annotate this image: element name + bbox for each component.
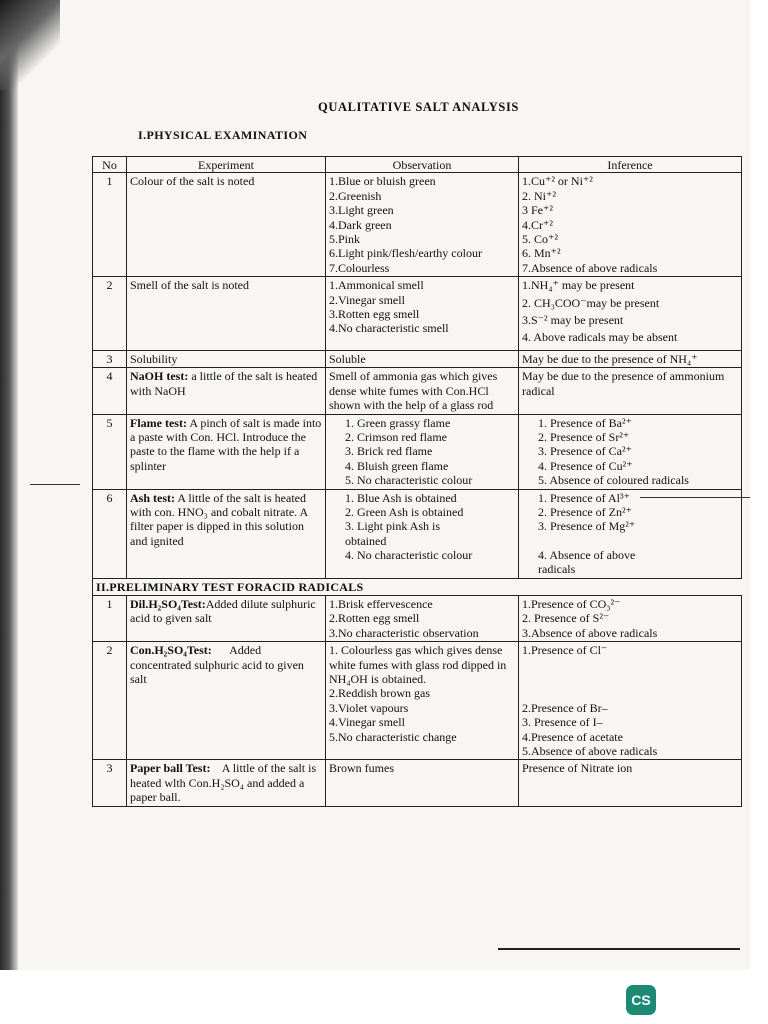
observation-line: 2.Greenish bbox=[329, 188, 382, 203]
inference-cell bbox=[519, 173, 742, 277]
experiment-cell bbox=[127, 595, 326, 641]
inference-line: 6. Mn⁺² bbox=[522, 246, 561, 261]
row-number: 1 bbox=[93, 173, 127, 277]
table-row bbox=[93, 760, 742, 806]
inference-line: 1.Presence of Cl⁻ bbox=[522, 643, 608, 658]
section-heading-physical: I.PHYSICAL EXAMINATION bbox=[138, 128, 308, 142]
inference-cell bbox=[519, 277, 742, 351]
table-row bbox=[93, 489, 742, 578]
inference-line: 4. Above radicals may be absent bbox=[522, 330, 678, 345]
observation-line: 5. No characteristic colour bbox=[345, 473, 473, 488]
table-header-row bbox=[93, 157, 742, 173]
inference-line: 3. Presence of I– bbox=[522, 715, 603, 730]
observation-line: 3.Rotten egg smell bbox=[329, 307, 420, 322]
observation-line: 6.Light pink/flesh/earthy colour bbox=[329, 246, 482, 261]
inference-cell bbox=[519, 595, 742, 641]
observation-line: 3. Light pink Ash is bbox=[345, 519, 441, 534]
inference-line: May be due to the presence of ammonium radical bbox=[522, 369, 725, 398]
header-observation: Observation bbox=[326, 157, 519, 173]
inference-line: 1.NH₄⁺ may be present bbox=[522, 278, 635, 293]
row-number: 3 bbox=[93, 760, 127, 806]
observation-line: 1. Green grassy flame bbox=[345, 415, 451, 430]
observation-line: 1.Ammonical smell bbox=[329, 278, 424, 293]
inference-line: 4. Presence of Cu²⁺ bbox=[538, 458, 633, 473]
header-inference: Inference bbox=[519, 157, 742, 173]
experiment-text: Added concentrated sulphuric acid to given salt bbox=[130, 643, 307, 686]
inference-cell bbox=[519, 489, 742, 578]
inference-line: 7.Absence of above radicals bbox=[522, 260, 658, 275]
row-number: 6 bbox=[93, 489, 127, 578]
observation-line: 4. Bluish green flame bbox=[345, 458, 449, 473]
inference-line: 1. Presence of Al³⁺ bbox=[538, 490, 630, 505]
observation-line: 1.Blue or bluish green bbox=[329, 174, 436, 189]
inference-line: 1. Presence of Ba²⁺ bbox=[538, 415, 632, 430]
observation-cell bbox=[326, 760, 519, 806]
experiment-cell bbox=[127, 173, 326, 277]
experiment-text: Colour of the salt is noted bbox=[130, 174, 255, 189]
observation-cell bbox=[326, 595, 519, 641]
row-number: 3 bbox=[93, 350, 127, 367]
experiment-test-name: NaOH test: bbox=[130, 369, 189, 384]
experiment-cell bbox=[127, 368, 326, 414]
scan-artifact-line bbox=[640, 497, 750, 498]
observation-cell bbox=[326, 277, 519, 351]
observation-line: Brown fumes bbox=[329, 761, 394, 776]
row-number: 1 bbox=[93, 595, 127, 641]
observation-cell bbox=[326, 350, 519, 367]
observation-cell bbox=[326, 642, 519, 760]
inference-line bbox=[522, 686, 738, 700]
observation-line: 3.Light green bbox=[329, 203, 394, 218]
inference-line: Presence of Nitrate ion bbox=[522, 761, 633, 776]
inference-cell bbox=[519, 350, 742, 367]
table-row bbox=[93, 595, 742, 641]
scan-edge-shadow bbox=[0, 0, 18, 970]
inference-line: 4.Presence of acetate bbox=[522, 729, 623, 744]
experiment-test-name: Dil.H₂SO₄Test: bbox=[130, 596, 206, 611]
observation-line: 1. Colourless gas which gives dense white fumes with glass rod dipped in NH₄OH is obtained. bbox=[329, 643, 507, 686]
row-number: 4 bbox=[93, 368, 127, 414]
observation-line: 2. Crimson red flame bbox=[345, 429, 447, 444]
experiment-cell bbox=[127, 277, 326, 351]
row-number: 2 bbox=[93, 277, 127, 351]
experiment-cell bbox=[127, 642, 326, 760]
camscanner-logo: CS bbox=[626, 985, 656, 1015]
observation-cell bbox=[326, 173, 519, 277]
inference-line: 1.Cu⁺² or Ni⁺² bbox=[522, 174, 593, 189]
inference-line: 3.Absence of above radicals bbox=[522, 625, 658, 640]
observation-line: Smell of ammonia gas which gives dense white fumes with Con.HCl shown with the help of a glass rod bbox=[329, 369, 498, 413]
observation-line: 4.No characteristic smell bbox=[329, 321, 449, 336]
inference-line: 2. Presence of S²⁻ bbox=[522, 611, 610, 626]
observation-line: 4.Dark green bbox=[329, 217, 392, 232]
scan-artifact-line bbox=[30, 484, 80, 485]
header-experiment: Experiment bbox=[127, 157, 326, 173]
observation-line: 1. Blue Ash is obtained bbox=[345, 490, 457, 505]
inference-line: 2. Ni⁺² bbox=[522, 188, 556, 203]
observation-line: 3.Violet vapours bbox=[329, 700, 409, 715]
inference-cell bbox=[519, 642, 742, 760]
experiment-cell bbox=[127, 489, 326, 578]
observation-cell bbox=[326, 414, 519, 489]
observation-line: 4. No characteristic colour bbox=[345, 548, 473, 563]
inference-line: 5. Absence of coloured radicals bbox=[538, 473, 689, 488]
observation-line: 5.Pink bbox=[329, 232, 361, 247]
observation-cell bbox=[326, 489, 519, 578]
row-number: 2 bbox=[93, 642, 127, 760]
experiment-cell bbox=[127, 414, 326, 489]
page-bottom-rule bbox=[498, 948, 740, 950]
experiment-test-name: Flame test: bbox=[130, 415, 187, 430]
inference-line: 2. Presence of Sr²⁺ bbox=[538, 429, 630, 444]
experiment-test-name: Paper ball Test: bbox=[130, 761, 211, 776]
observation-line: 3.No characteristic observation bbox=[329, 625, 479, 640]
inference-line: 3. Presence of Mg²⁺ bbox=[538, 519, 636, 534]
experiment-text: A little of the salt is heated wlth Con.H₂SO₄ and added a paper ball. bbox=[130, 761, 320, 805]
experiment-text: Added dilute sulphuric acid to given salt bbox=[130, 596, 316, 626]
observation-line: 2.Rotten egg smell bbox=[329, 611, 420, 626]
observation-line: Soluble bbox=[329, 351, 366, 366]
observation-line: 7.Colourless bbox=[329, 260, 390, 275]
observation-line: 2. Green Ash is obtained bbox=[345, 504, 464, 519]
observation-line: 5.No characteristic change bbox=[329, 729, 457, 744]
inference-line bbox=[522, 672, 738, 686]
inference-line: 2. Presence of Zn²⁺ bbox=[538, 504, 632, 519]
inference-line: 5. Co⁺² bbox=[522, 232, 558, 247]
experiment-text: Smell of the salt is noted bbox=[130, 278, 249, 293]
observation-line: 2.Vinegar smell bbox=[329, 292, 405, 307]
table-row bbox=[93, 173, 742, 277]
table-row bbox=[93, 277, 742, 351]
inference-line: 2. CH₃COO⁻may be present bbox=[522, 295, 660, 310]
experiment-test-name: Ash test: bbox=[130, 490, 175, 505]
section-heading-row bbox=[93, 578, 742, 595]
experiment-cell bbox=[127, 350, 326, 367]
inference-line: 3 Fe⁺² bbox=[522, 203, 553, 218]
experiment-text: A pinch of salt is made into a paste with Con. HCl. Introduce the paste to the flame with the help if a splinter bbox=[130, 415, 322, 473]
observation-line: 2.Reddish brown gas bbox=[329, 686, 430, 701]
inference-line: 4.Cr⁺² bbox=[522, 217, 553, 232]
inference-line: radicals bbox=[538, 562, 576, 577]
inference-line: 2.Presence of Br– bbox=[522, 700, 608, 715]
page-title: QUALITATIVE SALT ANALYSIS bbox=[318, 100, 519, 114]
experiment-text: A little of the salt is heated with con. HNO₃ and cobalt nitrate. A filter paper is dipped in this solution and ignited bbox=[130, 490, 308, 548]
experiment-text: a little of the salt is heated with NaOH bbox=[130, 369, 318, 398]
inference-line: 3.S⁻² may be present bbox=[522, 313, 624, 328]
section-heading-acid: II.PRELIMINARY TEST FORACID RADICALS bbox=[93, 578, 742, 595]
inference-cell bbox=[519, 368, 742, 414]
inference-cell bbox=[519, 414, 742, 489]
scan-corner-shadow bbox=[0, 0, 60, 90]
header-no: No bbox=[93, 157, 127, 173]
table-row bbox=[93, 642, 742, 760]
table-row bbox=[93, 414, 742, 489]
observation-line: 4.Vinegar smell bbox=[329, 715, 405, 730]
table-row bbox=[93, 368, 742, 414]
experiment-text: Solubility bbox=[130, 351, 178, 366]
inference-line: 3. Presence of Ca²⁺ bbox=[538, 444, 632, 459]
inference-cell bbox=[519, 760, 742, 806]
observation-line: 3. Brick red flame bbox=[345, 444, 433, 459]
observation-line: obtained bbox=[345, 533, 387, 548]
experiment-cell bbox=[127, 760, 326, 806]
inference-line bbox=[522, 658, 738, 672]
inference-line: 5.Absence of above radicals bbox=[522, 743, 658, 758]
inference-line: 4. Absence of above bbox=[538, 547, 636, 562]
inference-line bbox=[522, 534, 738, 548]
experiment-test-name: Con.H₂SO₄Test: bbox=[130, 643, 212, 658]
table-row bbox=[93, 350, 742, 367]
observation-cell bbox=[326, 368, 519, 414]
inference-line: May be due to the presence of NH₄⁺ bbox=[522, 351, 698, 366]
row-number: 5 bbox=[93, 414, 127, 489]
inference-line: 1.Presence of CO₃²⁻ bbox=[522, 596, 621, 611]
observation-line: 1.Brisk effervescence bbox=[329, 596, 433, 611]
analysis-table bbox=[92, 156, 742, 807]
